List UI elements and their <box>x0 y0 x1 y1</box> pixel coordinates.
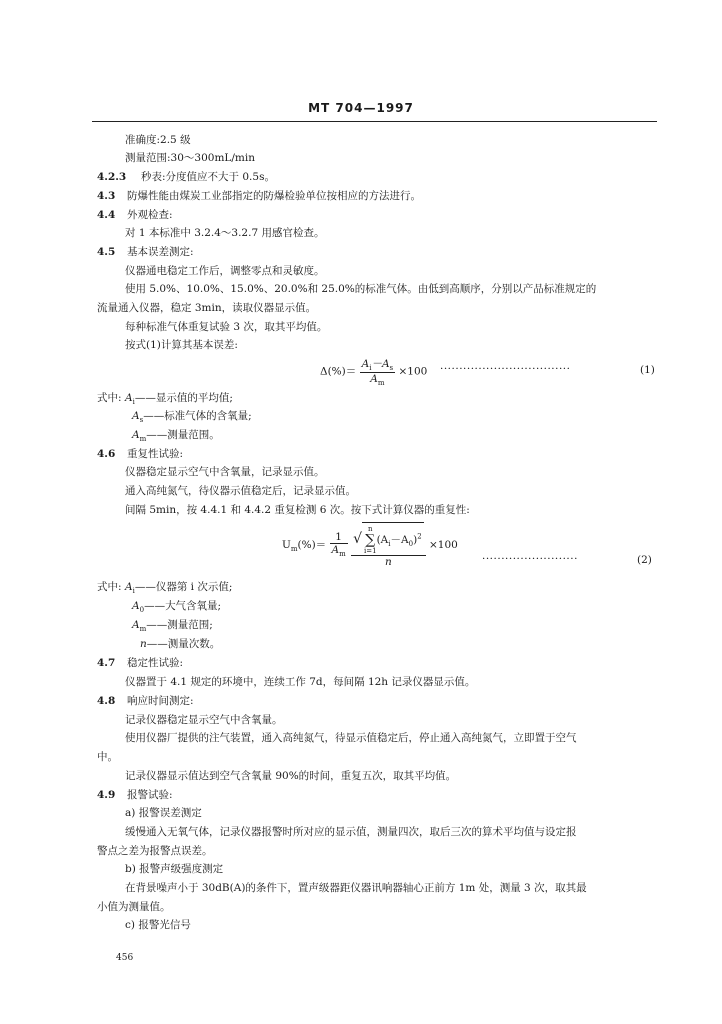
section-number: 4.9 <box>97 789 116 801</box>
fraction-numerator <box>351 522 426 556</box>
accuracy-line: 准确度:2.5 级 <box>125 134 191 146</box>
subscript: i <box>388 540 391 549</box>
paragraph: 对 1 本标准中 3.2.4～3.2.7 用感官检查。 <box>125 227 325 239</box>
subscript: m <box>377 379 385 388</box>
subscript: 0 <box>408 540 414 549</box>
paragraph: 仪器稳定显示空气中含氧量，记录显示值。 <box>125 466 325 478</box>
superscript: 2 <box>417 532 422 541</box>
subscript: 0 <box>139 606 145 615</box>
symbol: A <box>132 429 140 441</box>
formula-fraction <box>360 356 396 387</box>
paragraph: 缓慢通入无氧气体，记录仪器报警时所对应的显示值，测量四次，取后三次的算术平均值与设定报 <box>125 826 577 838</box>
section-number: 4.3 <box>97 190 116 202</box>
subscript: i <box>132 398 135 407</box>
where-item <box>132 409 252 427</box>
symbol: A <box>125 392 133 404</box>
fraction-denominator <box>330 544 348 558</box>
symbol: (A <box>376 534 389 546</box>
fraction-numerator: 1 <box>330 531 348 544</box>
where-item <box>125 580 232 598</box>
paragraph: 按式(1)计算其基本误差: <box>125 339 238 351</box>
radicand <box>362 522 424 555</box>
formula-number: (1) <box>640 364 655 376</box>
subscript: m <box>290 545 298 554</box>
definition: ——测量范围。 <box>146 429 220 441</box>
formula-2 <box>282 522 458 568</box>
section-number: 4.5 <box>97 246 116 258</box>
fraction-numerator <box>360 356 396 373</box>
section-number: 4.6 <box>97 448 116 460</box>
paragraph-continued: 中。 <box>97 751 118 763</box>
paragraph: 记录仪器稳定显示空气中含氧量。 <box>125 714 283 726</box>
subscript: m <box>339 550 346 559</box>
formula-rhs: ×100 <box>429 539 458 551</box>
definition: ——测量次数。 <box>146 638 221 650</box>
formula-rhs: ×100 <box>398 365 428 378</box>
formula-1 <box>320 356 427 387</box>
section-heading: 外观检查: <box>127 209 173 221</box>
subscript: i <box>369 364 372 373</box>
sum-icon: ∑ <box>365 532 376 548</box>
where-item <box>132 618 213 636</box>
section-heading: 响应时间测定: <box>127 695 194 707</box>
section-text: 防爆性能由煤炭工业部指定的防爆检验单位按相应的方法进行。 <box>127 190 421 202</box>
subscript: m <box>139 625 147 634</box>
page-number: 456 <box>116 953 134 963</box>
symbol: A <box>132 619 140 631</box>
section-number: 4.2.3 <box>97 171 127 183</box>
summation <box>364 525 377 555</box>
formula-number: (2) <box>637 554 652 566</box>
definition: ——仪器第 i 次示值; <box>134 581 233 593</box>
paragraph: 仪器置于 4.1 规定的环境中，连续工作 7d，每间隔 12h 记录仪器显示值。 <box>125 676 476 688</box>
paragraph: 使用仪器厂提供的注气装置，通入高纯氮气，待显示值稳定后，停止通入高纯氮气，立即置于空气 <box>125 732 577 744</box>
definition: ——标准气体的含氧量; <box>143 410 252 422</box>
fraction-denominator: n <box>384 556 392 568</box>
leader-dots: ·································· <box>440 363 571 375</box>
symbol: A <box>132 600 140 612</box>
where-label: 式中: <box>97 581 122 593</box>
paragraph: 记录仪器显示值达到空气含氧量 90%的时间，重复五次，取其平均值。 <box>125 770 457 782</box>
document-header: MT 704—1997 <box>308 101 414 115</box>
section-number: 4.4 <box>97 209 116 221</box>
formula-lhs <box>282 539 327 554</box>
paragraph-continued: 流量通入仪器，稳定 3min，读取仪器显示值。 <box>97 302 317 314</box>
header-rule <box>92 121 657 122</box>
subscript: s <box>139 416 144 425</box>
paragraph: 仪器通电稳定工作后，调整零点和灵敏度。 <box>125 265 325 277</box>
paragraph: 在背景噪声小于 30dB(A)的条件下，置声级器距仪器讯响器轴心正前方 1m 处，测量 3 次，取其最 <box>125 882 587 894</box>
paragraph: 间隔 5min，按 4.4.1 和 4.4.2 重复检测 6 次。按下式计算仪器的重复性: <box>125 504 470 516</box>
section-number: 4.7 <box>97 657 116 669</box>
symbol: ) <box>413 534 418 546</box>
symbol: U <box>282 539 291 551</box>
section-number: 4.8 <box>97 695 116 707</box>
sum-upper: n <box>368 525 373 533</box>
symbol: A <box>331 544 340 557</box>
paragraph-continued: 小值为测量值。 <box>97 901 171 913</box>
where-item <box>132 599 221 617</box>
where-item <box>132 428 220 446</box>
coefficient-fraction <box>330 531 348 558</box>
fraction-denominator <box>360 373 396 387</box>
list-item: c) 报警光信号 <box>125 919 191 931</box>
subscript: s <box>389 364 394 373</box>
root-fraction <box>351 522 426 568</box>
list-item: a) 报警误差测定 <box>125 807 202 819</box>
section-heading: 报警试验: <box>127 789 173 801</box>
definition: ——测量范围; <box>146 619 213 631</box>
where-item <box>125 391 233 409</box>
section-heading: 基本误差测定: <box>127 246 194 258</box>
sum-lower: i=1 <box>364 547 377 555</box>
symbol: A <box>361 358 370 370</box>
symbol: －A <box>390 534 409 546</box>
where-label: 式中: <box>97 392 122 404</box>
paragraph: 通入高纯氮气，待仪器示值稳定后，记录显示值。 <box>125 485 356 497</box>
formula-lhs: Δ(%)＝ <box>320 365 357 378</box>
paragraph: 每种标准气体重复试验 3 次，取其平均值。 <box>125 321 328 333</box>
section-text: 秒表:分度值应不大于 0.5s。 <box>141 171 275 183</box>
paragraph-continued: 警点之差为报警点误差。 <box>97 845 213 857</box>
symbol: A <box>125 581 133 593</box>
symbol: A <box>370 373 378 386</box>
sqrt-icon: √ <box>353 531 363 547</box>
leader-dots: ························· <box>482 553 578 565</box>
symbol: n <box>140 638 147 650</box>
definition: ——显示值的平均值; <box>134 392 233 404</box>
definition: ——大气含氧量; <box>144 600 222 612</box>
range-line: 测量范围:30～300mL/min <box>125 152 255 164</box>
section-heading: 稳定性试验: <box>127 657 184 669</box>
symbol: A <box>132 410 140 422</box>
section-heading: 重复性试验: <box>127 448 184 460</box>
list-item: b) 报警声级强度测定 <box>125 863 224 875</box>
subscript: i <box>132 587 135 596</box>
symbol: －A <box>371 358 390 370</box>
where-item <box>140 637 220 651</box>
paragraph: 使用 5.0%、10.0%、15.0%、20.0%和 25.0%的标准气体。由低到高顺序，分别以产品标准规定的 <box>125 283 597 295</box>
symbol: (%)＝ <box>297 539 327 551</box>
subscript: m <box>139 435 147 444</box>
